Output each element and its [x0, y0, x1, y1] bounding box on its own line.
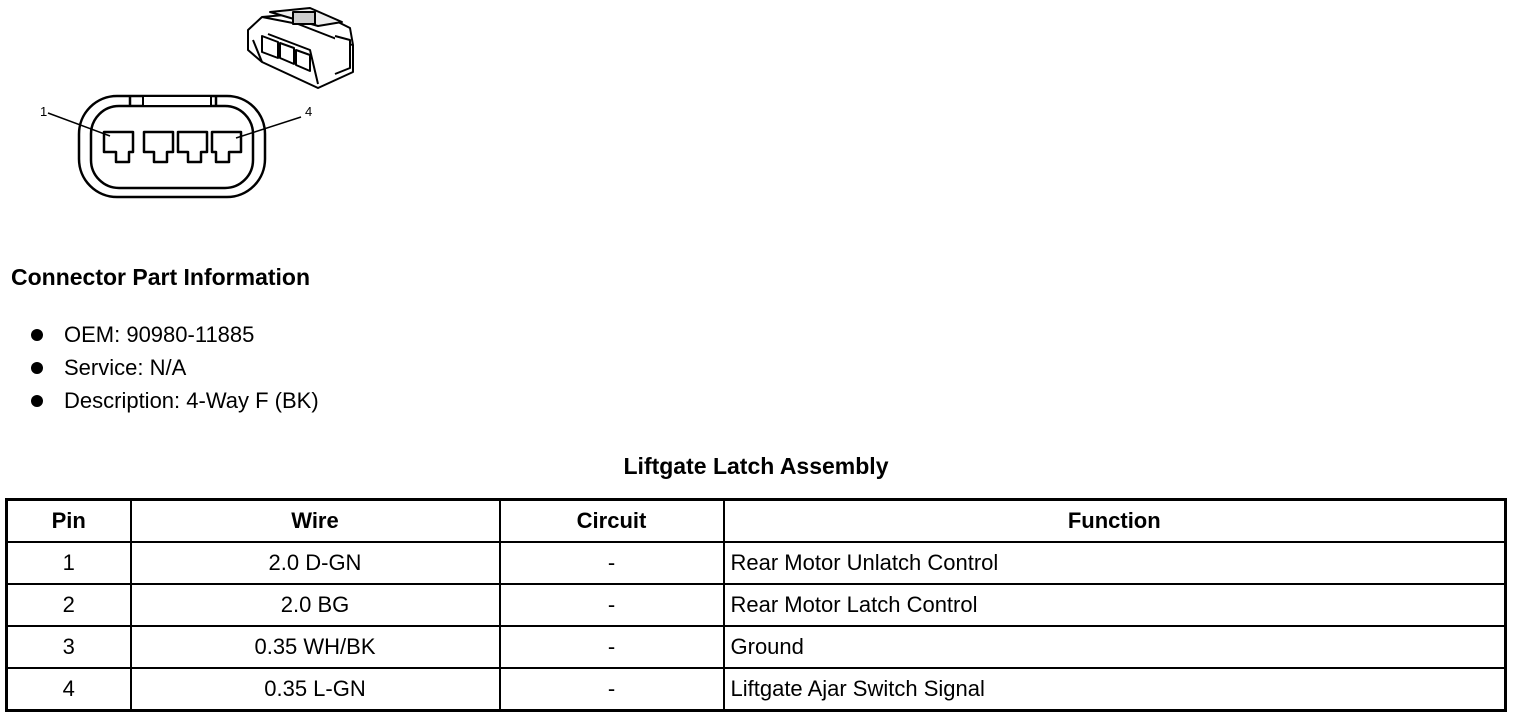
connector-isometric-illustration [248, 8, 353, 88]
function-cell: Ground [724, 626, 1506, 668]
table-row [7, 626, 1506, 668]
table-title: Liftgate Latch Assembly [623, 453, 889, 479]
header-pin: Pin [7, 500, 131, 543]
function-cell: Rear Motor Unlatch Control [724, 542, 1506, 584]
bullet-icon [31, 362, 43, 374]
pin-cell: 2 [7, 584, 131, 626]
table-row [7, 584, 1506, 626]
wire-cell: 0.35 L-GN [131, 668, 500, 711]
connector-info-item [26, 351, 319, 384]
oem-part-number: OEM: 90980-11885 [64, 321, 255, 347]
table-row [7, 542, 1506, 584]
pin-cell: 3 [7, 626, 131, 668]
circuit-cell: - [500, 584, 724, 626]
function-cell: Rear Motor Latch Control [724, 584, 1506, 626]
circuit-cell: - [500, 626, 724, 668]
connector-info-title: Connector Part Information [11, 264, 311, 290]
header-circuit: Circuit [500, 500, 724, 543]
circuit-cell: - [500, 668, 724, 711]
pin-callout-1: 1 [40, 104, 48, 119]
service-part-number: Service: N/A [64, 354, 187, 380]
pin-table [5, 498, 1507, 712]
connector-info-item [26, 318, 319, 351]
header-wire: Wire [131, 500, 500, 543]
pin-cell: 4 [7, 668, 131, 711]
connector-info-item [26, 384, 319, 417]
header-function: Function [724, 500, 1506, 543]
connector-description: Description: 4-Way F (BK) [64, 387, 319, 413]
connector-info-list [26, 318, 319, 417]
circuit-cell: - [500, 542, 724, 584]
wire-cell: 2.0 D-GN [131, 542, 500, 584]
bullet-icon [31, 329, 43, 341]
pin-callout-4: 4 [305, 104, 313, 119]
table-header-row [7, 500, 1506, 543]
wire-cell: 2.0 BG [131, 584, 500, 626]
bullet-icon [31, 395, 43, 407]
function-cell: Liftgate Ajar Switch Signal [724, 668, 1506, 711]
connector-diagram [0, 0, 420, 240]
table-row [7, 668, 1506, 711]
wire-cell: 0.35 WH/BK [131, 626, 500, 668]
pin-cell: 1 [7, 542, 131, 584]
